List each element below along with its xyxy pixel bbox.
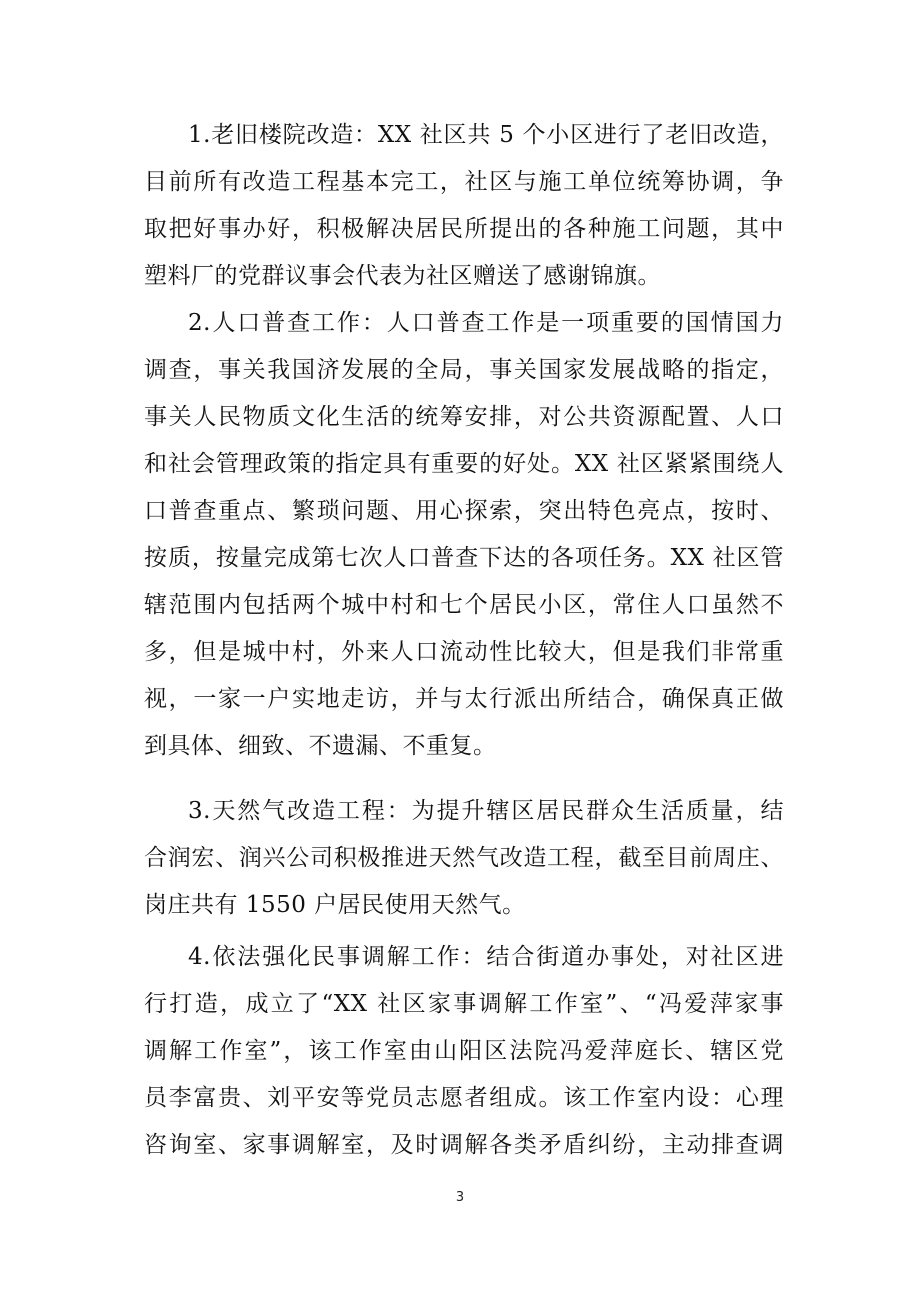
text-line: 目前所有改造工程基本完工，社区与施工单位统筹协调，争 bbox=[144, 169, 784, 195]
paragraph-old-building-renovation bbox=[144, 112, 784, 300]
text-line: 到具体、细致、不遗漏、不重复。 bbox=[144, 733, 497, 759]
text-line: 咨询室、家事调解室，及时调解各类矛盾纠纷，主动排查调 bbox=[144, 1132, 784, 1158]
paragraph-natural-gas-project bbox=[144, 788, 784, 929]
text-line: 辖范围内包括两个城中村和七个居民小区，常住人口虽然不 bbox=[144, 592, 784, 618]
text-line: 塑料厂的党群议事会代表为社区赠送了感谢锦旗。 bbox=[144, 263, 661, 289]
text-line: 1.老旧楼院改造：XX 社区共 5 个小区进行了老旧改造， bbox=[188, 122, 784, 148]
text-line: 按质，按量完成第七次人口普查下达的各项任务。XX 社区管 bbox=[144, 545, 784, 571]
text-line: 调解工作室”，该工作室由山阳区法院冯爱萍庭长、辖区党 bbox=[144, 1038, 784, 1064]
text-line: 取把好事办好，积极解决居民所提出的各种施工问题，其中 bbox=[144, 216, 784, 242]
text-line: 岗庄共有 1550 户居民使用天然气。 bbox=[144, 892, 526, 918]
paragraph-census-work bbox=[144, 300, 784, 770]
text-line: 2.人口普查工作：人口普查工作是一项重要的国情国力 bbox=[188, 310, 784, 336]
text-line: 4.依法强化民事调解工作：结合街道办事处，对社区进 bbox=[188, 944, 784, 970]
paragraph-civil-mediation bbox=[144, 934, 784, 1169]
text-line: 事关人民物质文化生活的统筹安排，对公共资源配置、人口 bbox=[144, 404, 784, 430]
text-line: 和社会管理政策的指定具有重要的好处。XX 社区紧紧围绕人 bbox=[144, 451, 784, 477]
page-number: 3 bbox=[455, 1190, 465, 1205]
text-line: 合润宏、润兴公司积极推进天然气改造工程，截至目前周庄、 bbox=[144, 845, 784, 871]
text-line: 视，一家一户实地走访，并与太行派出所结合，确保真正做 bbox=[144, 686, 784, 712]
text-line: 3.天然气改造工程：为提升辖区居民群众生活质量，结 bbox=[188, 798, 784, 824]
text-line: 口普查重点、繁琐问题、用心探索，突出特色亮点，按时、 bbox=[144, 498, 784, 524]
text-line: 调查，事关我国济发展的全局，事关国家发展战略的指定， bbox=[144, 357, 784, 383]
text-line: 行打造，成立了“XX 社区家事调解工作室”、“冯爱萍家事 bbox=[144, 991, 784, 1017]
text-line: 员李富贵、刘平安等党员志愿者组成。该工作室内设：心理 bbox=[144, 1085, 784, 1111]
text-line: 多，但是城中村，外来人口流动性比较大，但是我们非常重 bbox=[144, 639, 784, 665]
